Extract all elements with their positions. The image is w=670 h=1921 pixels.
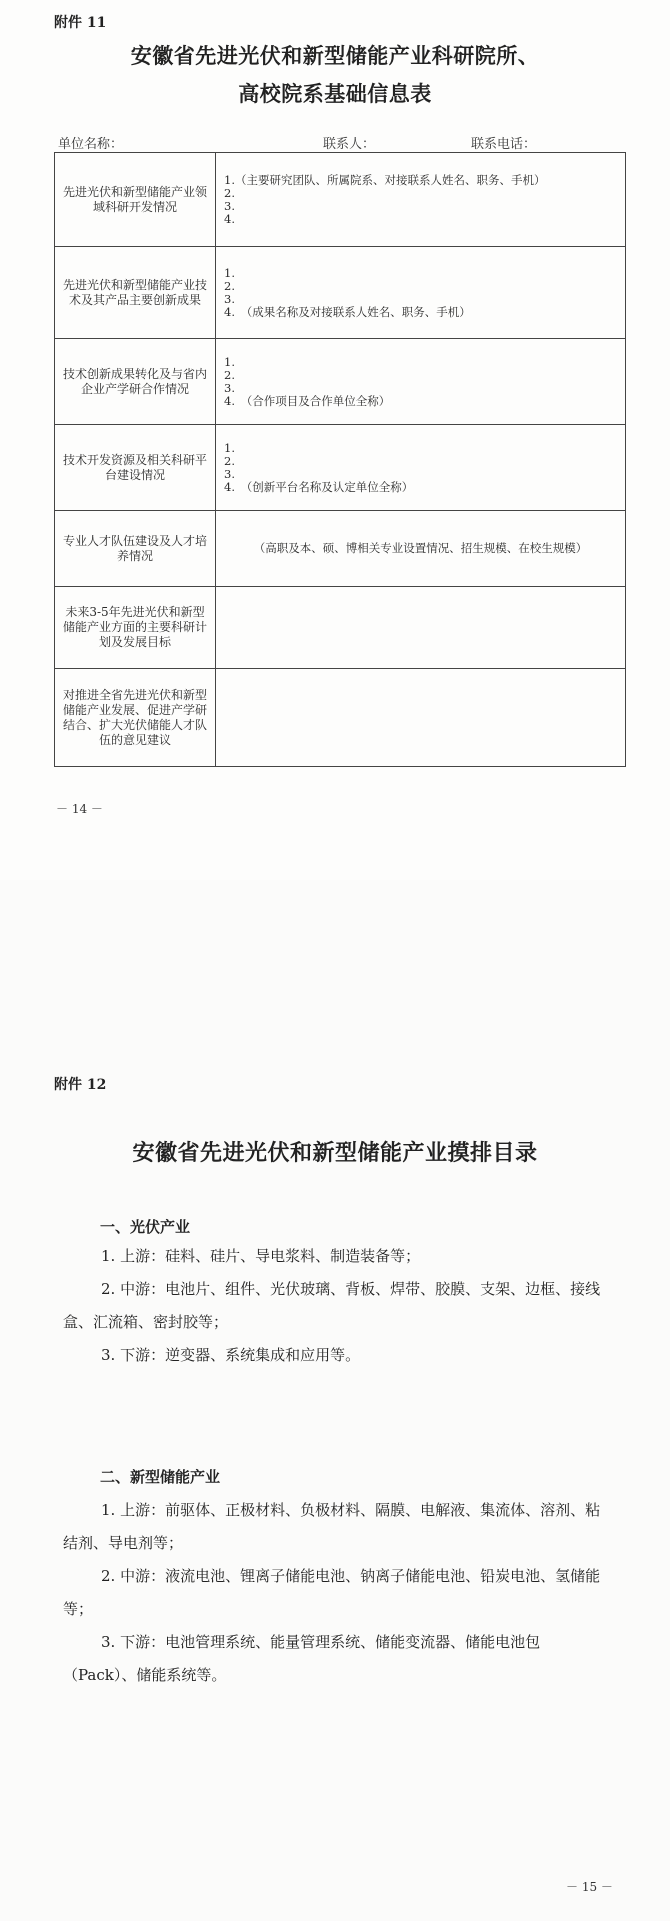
page-15 xyxy=(0,880,670,1921)
content-line: 3. xyxy=(224,380,235,395)
row-content[interactable] xyxy=(216,587,626,669)
basic-info-table xyxy=(54,152,626,767)
content-line: 4. （创新平台名称及认定单位全称） xyxy=(224,479,414,494)
table-row xyxy=(55,247,626,339)
table-row xyxy=(55,339,626,425)
row-content[interactable] xyxy=(216,511,626,587)
attachment-label: 附件 12 xyxy=(54,1077,107,1093)
content-line: 1. xyxy=(224,354,235,369)
row-label: 技术创新成果转化及与省内企业产学研合作情况 xyxy=(55,339,216,425)
section-items xyxy=(63,1240,611,1372)
page-number: － 15 － xyxy=(566,1880,613,1894)
content-line: 4. xyxy=(224,211,235,226)
row-label: 技术开发资源及相关科研平台建设情况 xyxy=(55,425,216,511)
row-content[interactable] xyxy=(216,153,626,247)
row-label: 未来3-5年先进光伏和新型储能产业方面的主要科研计划及发展目标 xyxy=(55,587,216,669)
section-heading: 一、光伏产业 xyxy=(100,1218,191,1236)
row-label: 先进光伏和新型储能产业领域科研开发情况 xyxy=(55,153,216,247)
row-label: 对推进全省先进光伏和新型储能产业发展、促进产学研结合、扩大光伏储能人才队伍的意见建议 xyxy=(55,669,216,767)
content-line: 1. xyxy=(224,440,235,455)
content-line: 3. xyxy=(224,466,235,481)
content-line: 3. xyxy=(224,198,235,213)
row-content[interactable] xyxy=(216,339,626,425)
section-items xyxy=(63,1494,611,1692)
content-line: 4. （成果名称及对接联系人姓名、职务、手机） xyxy=(224,304,471,319)
section-heading: 二、新型储能产业 xyxy=(100,1468,221,1486)
contact-phone-label: 联系电话： xyxy=(471,137,537,152)
page-title-line-1: 安徽省先进光伏和新型储能产业科研院所、 xyxy=(130,43,540,68)
table-row xyxy=(55,511,626,587)
content-line: 2. xyxy=(224,185,235,200)
content-note: （高职及本、硕、博相关专业设置情况、招生规模、在校生规模） xyxy=(253,541,588,555)
page-title: 安徽省先进光伏和新型储能产业摸排目录 xyxy=(132,1140,538,1166)
content-line: 2. xyxy=(224,278,235,293)
table-row xyxy=(55,153,626,247)
row-content[interactable] xyxy=(216,669,626,767)
row-label: 专业人才队伍建设及人才培养情况 xyxy=(55,511,216,587)
content-line: 1.（主要研究团队、所属院系、对接联系人姓名、职务、手机） xyxy=(224,172,546,187)
list-item: 3. 下游：逆变器、系统集成和应用等。 xyxy=(101,1346,361,1364)
content-line: 3. xyxy=(224,291,235,306)
list-item: 1. 上游：硅料、硅片、导电浆料、制造装备等； xyxy=(101,1247,421,1265)
table-row xyxy=(55,425,626,511)
row-content[interactable] xyxy=(216,247,626,339)
content-line: 4. （合作项目及合作单位全称） xyxy=(224,393,391,408)
unit-name-label: 单位名称： xyxy=(58,137,124,152)
list-item: 3. 下游：电池管理系统、能量管理系统、储能变流器、储能电池包（Pack）、储能系统等。 xyxy=(63,1633,541,1684)
list-item: 2. 中游：电池片、组件、光伏玻璃、背板、焊带、胶膜、支架、边框、接线盒、汇流箱、密封胶等； xyxy=(63,1280,601,1331)
row-content[interactable] xyxy=(216,425,626,511)
content-line: 2. xyxy=(224,367,235,382)
content-line: 1. xyxy=(224,265,235,280)
page-title-line-2: 高校院系基础信息表 xyxy=(238,81,432,106)
attachment-label: 附件 11 xyxy=(54,15,107,31)
row-label: 先进光伏和新型储能产业技术及其产品主要创新成果 xyxy=(55,247,216,339)
table-row xyxy=(55,669,626,767)
list-item: 2. 中游：液流电池、锂离子储能电池、钠离子储能电池、铅炭电池、氢储能等； xyxy=(63,1567,601,1618)
contact-person-label: 联系人： xyxy=(323,137,376,152)
list-item: 1. 上游：前驱体、正极材料、负极材料、隔膜、电解液、集流体、溶剂、粘结剂、导电剂等； xyxy=(63,1501,601,1552)
page-14 xyxy=(0,0,670,880)
page-number: － 14 － xyxy=(56,802,103,816)
table-row xyxy=(55,587,626,669)
content-line: 2. xyxy=(224,453,235,468)
